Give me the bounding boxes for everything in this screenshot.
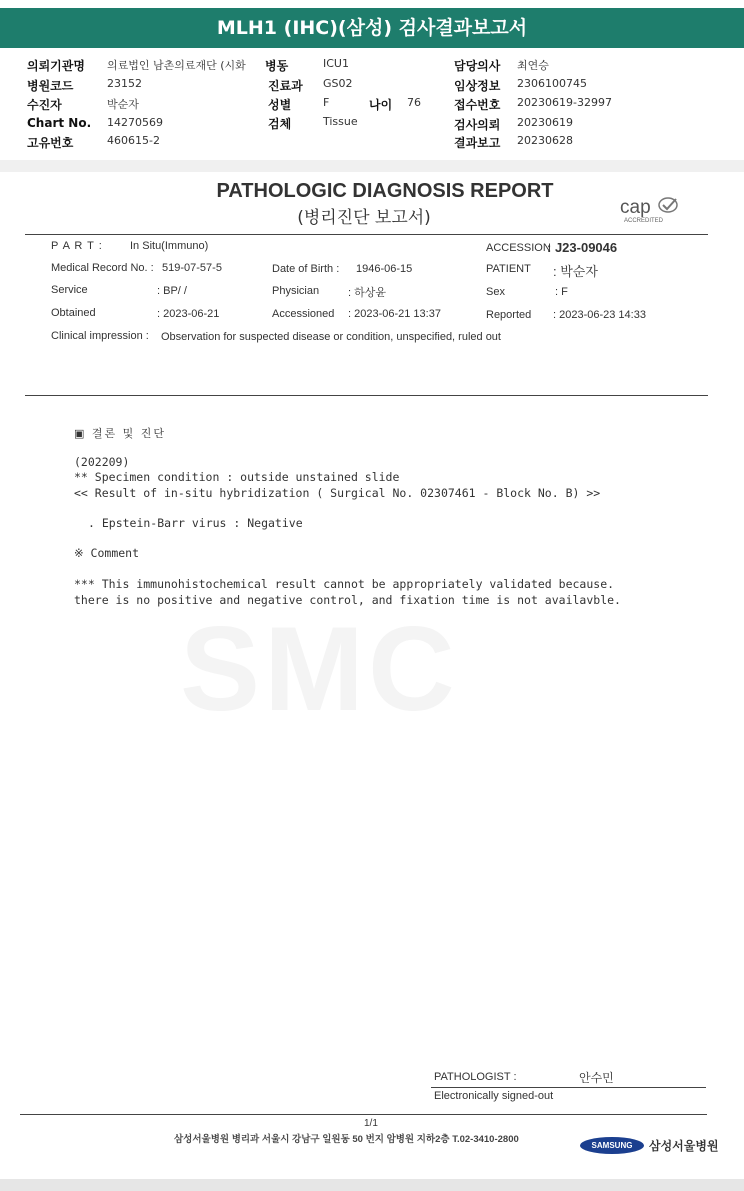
reception-label: 접수번호 [454, 98, 501, 112]
obtained-label: Obtained [51, 307, 96, 319]
institution-label: 의뢰기관명 [27, 59, 85, 73]
dob-value: 1946-06-15 [356, 263, 413, 275]
part-label: P A R T : [51, 240, 103, 252]
bottom-band [0, 1179, 744, 1191]
comment-line-2: there is no positive and negative control, and fixation time is not availavble. [74, 593, 621, 607]
report-subtitle: (병리진단 보고서) [297, 208, 431, 228]
patient-label: 수진자 [27, 98, 62, 112]
reception-value: 20230619-32997 [517, 96, 612, 109]
sex-label: 성별 [268, 98, 292, 112]
specimen-label: 검체 [268, 117, 292, 131]
report-mid-rule [25, 395, 708, 396]
hospital-address: 삼성서울병원 병리과 서울시 강남구 일원동 50 번지 암병원 지하2층 T.02-3410-2800 [174, 1134, 519, 1145]
footer-rule [20, 1114, 707, 1115]
ebv-result: . Epstein-Barr virus : Negative [88, 516, 303, 530]
clinical-info-label: 임상정보 [454, 79, 501, 93]
service-value: : BP/ / [157, 285, 187, 297]
request-date-value: 20230619 [517, 116, 573, 129]
obtained-value: : 2023-06-21 [157, 308, 220, 320]
report-code: (202209) [74, 455, 130, 469]
result-heading: << Result of in-situ hybridization ( Surgical No. 02307461 - Block No. B) >> [74, 486, 601, 500]
accessioned-value: : 2023-06-21 13:37 [348, 308, 441, 320]
doctor-label: 담당의사 [454, 59, 501, 73]
accession-label: ACCESSION [486, 242, 551, 254]
comment-line-1: *** This immunohistochemical result cannot be appropriately validated because. [74, 577, 615, 591]
patient-name-label: PATIENT [486, 263, 531, 275]
mrn-value: 519-07-57-5 [162, 262, 222, 274]
ward-value: ICU1 [323, 57, 349, 70]
specimen-condition: ** Specimen condition : outside unstained slide [74, 470, 400, 484]
patient-value: 박순자 [107, 98, 139, 111]
mrn-label: Medical Record No. : [51, 262, 154, 274]
unique-no-label: 고유번호 [27, 136, 74, 150]
cap-accredited-logo [620, 192, 684, 224]
age-value: 76 [407, 96, 421, 109]
samsung-logo: SAMSUNG [580, 1137, 644, 1154]
pathologist-label: PATHOLOGIST : [434, 1071, 517, 1083]
reported-value: : 2023-06-23 14:33 [553, 309, 646, 321]
patient-name-value: : 박순자 [553, 264, 598, 279]
result-date-label: 결과보고 [454, 136, 501, 150]
page-number: 1/1 [364, 1118, 378, 1129]
request-date-label: 검사의뢰 [454, 118, 501, 132]
physician-label: Physician [272, 285, 320, 297]
dept-label: 진료과 [268, 79, 303, 93]
signature-rule [431, 1087, 706, 1088]
dept-value: GS02 [323, 77, 353, 90]
part-value: In Situ(Immuno) [130, 240, 209, 252]
hospital-code-label: 병원코드 [27, 79, 74, 93]
report-top-rule [25, 234, 708, 235]
hospital-name: 삼성서울병원 [649, 1139, 719, 1153]
accession-value: : J23-09046 [547, 240, 618, 255]
ward-label: 병동 [265, 59, 289, 73]
cap-accredited-text: ACCREDITED [624, 218, 664, 224]
age-label: 나이 [369, 98, 393, 112]
service-label: Service [51, 284, 88, 296]
section-divider [0, 160, 744, 172]
clinical-info-value: 2306100745 [517, 77, 587, 90]
specimen-value: Tissue [323, 115, 358, 128]
patient-sex-label: Sex [486, 286, 505, 298]
doctor-value: 최연승 [517, 59, 549, 72]
unique-no-value: 460615-2 [107, 134, 160, 147]
section-heading: ▣ 결론 및 진단 [74, 427, 167, 440]
smc-watermark: SMC [180, 602, 459, 736]
cap-logo-text: cap [620, 197, 651, 218]
document-title: MLH1 (IHC)(삼성) 검사결과보고서 [216, 17, 528, 39]
signed-status: Electronically signed-out [434, 1090, 554, 1102]
reported-label: Reported [486, 309, 532, 321]
sex-value: F [323, 96, 330, 109]
pathologist-name: 안수민 [579, 1071, 614, 1085]
comment-heading: ※ Comment [74, 546, 140, 560]
clinical-impression-label: Clinical impression : [51, 330, 149, 342]
accessioned-label: Accessioned [272, 308, 335, 320]
clinical-impression-value: Observation for suspected disease or condition, unspecified, ruled out [161, 331, 501, 343]
patient-sex-value: : F [555, 286, 568, 298]
hospital-code-value: 23152 [107, 77, 142, 90]
institution-value: 의료법인 남촌의료재단 (시화 [107, 59, 246, 72]
chart-no-label: Chart No. [27, 116, 92, 130]
physician-value: : 하상윤 [348, 287, 386, 299]
chart-no-value: 14270569 [107, 116, 163, 129]
report-title: PATHOLOGIC DIAGNOSIS REPORT [216, 180, 554, 202]
dob-label: Date of Birth : [272, 263, 340, 275]
result-date-value: 20230628 [517, 134, 573, 147]
